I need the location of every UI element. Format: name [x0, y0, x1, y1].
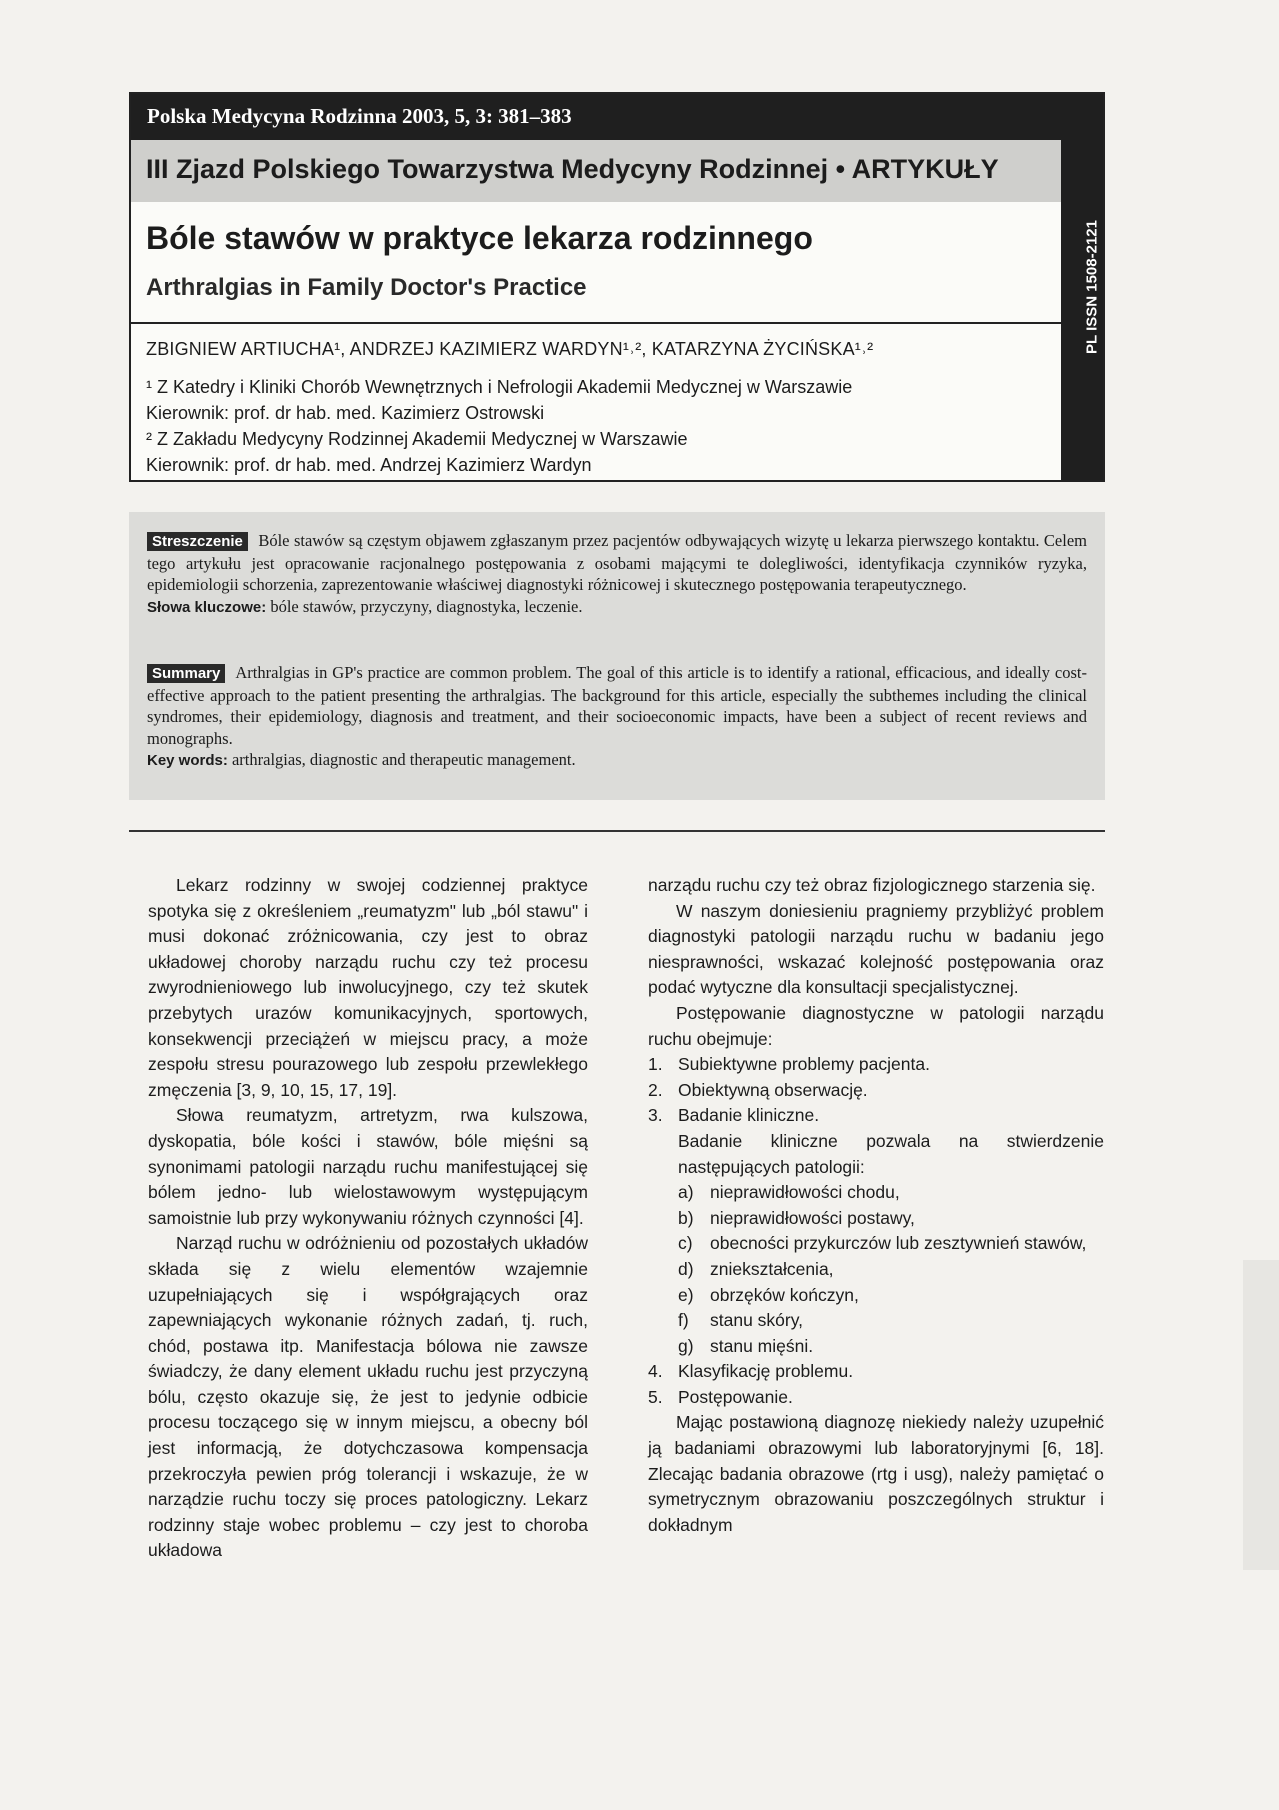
- issn-bar: [1061, 94, 1103, 480]
- numbered-list: [648, 1052, 1104, 1129]
- sub-list-item: [648, 1257, 1104, 1283]
- section-divider: [129, 830, 1105, 832]
- sub-list-text: stanu skóry,: [710, 1310, 804, 1331]
- list-text: Postępowanie.: [678, 1386, 793, 1407]
- sub-list-item: [648, 1283, 1104, 1309]
- list-item: [648, 1078, 1104, 1104]
- sub-list-letter: c): [678, 1233, 693, 1254]
- body-paragraph: Postępowanie diagnostyczne w patologii narządu ruchu obejmuje:: [648, 1002, 1104, 1049]
- keywords-pl-label: Słowa kluczowe:: [147, 598, 267, 616]
- keywords-en: arthralgias, diagnostic and therapeutic management.: [231, 750, 576, 769]
- body-column-left: [148, 873, 588, 1564]
- sub-list-text: nieprawidłowości postawy,: [710, 1207, 915, 1228]
- sub-list-letter: g): [678, 1335, 694, 1356]
- sub-list-letter: e): [678, 1284, 694, 1305]
- author-list: ZBIGNIEW ARTIUCHA¹, ANDRZEJ KAZIMIERZ WARDYN¹˒², KATARZYNA ŻYCIŃSKA¹˒²: [146, 339, 874, 359]
- article-header: [129, 92, 1105, 482]
- list-number: 1.: [648, 1054, 663, 1075]
- sub-list-text: obecności przykurczów lub zesztywnień stawów,: [710, 1233, 1087, 1254]
- sub-list-letter: f): [678, 1310, 689, 1331]
- sub-list-item: [648, 1180, 1104, 1206]
- numbered-list-continued: [648, 1359, 1104, 1410]
- abstract-english-text: Arthralgias in GP's practice are common problem. The goal of this article is to identify a rational, efficacious, and ideally cost-effective approach to the patient presenting the arthralgias. The background for this article, especially the subthemes including the clinical syndromes, their epidemiology, diagnosis and treatment, and their socioeconomic impacts, have been a subject of recent reviews and monographs.: [147, 663, 1088, 748]
- affiliation-1: ¹ Z Katedry i Kliniki Chorób Wewnętrznych i Nefrologii Akademii Medycznej w Warszawie: [146, 377, 853, 397]
- sub-list: [648, 1180, 1104, 1359]
- body-paragraph: Mając postawioną diagnozę niekiedy należy uzupełnić ją badaniami obrazowymi lub laboratoryjnymi [6, 18]. Zlecając badania obrazowe (rtg i usg), należy pamiętać o symetrycznym obrazowaniu poszczególnych struktur i dokładnym: [648, 1412, 1104, 1535]
- abstract-english: [147, 662, 1087, 772]
- streszczenie-label: Streszczenie: [147, 532, 248, 551]
- body-paragraph: Narząd ruchu w odróżnieniu od pozostałych układów składa się z wielu elementów wzajemnie uzupełniających się i współgrających oraz zapewniających wykonanie różnych zadań, tj. ruch, chód, postawa itp. Manifestacja bólowa nie zawsze świadczy, że dany element układu ruchu jest przyczyną bólu, często okazuje się, że jest to jedynie odbicie procesu toczącego się w innym miejscu, a obecny ból jest informacją, że dotychczasowa kompensacja przekroczyła pewien próg tolerancji i wskazuje, że w narządzie ruchu toczy się proces patologiczny. Lekarz rodzinny staje wobec problemu – czy jest to choroba układowa: [148, 1233, 588, 1561]
- body-column-right: [648, 873, 1104, 1538]
- list-item: [648, 1385, 1104, 1411]
- title-block: [131, 202, 1061, 324]
- list-item: [648, 1103, 1104, 1129]
- sub-list-text: zniekształcenia,: [710, 1258, 834, 1279]
- section-banner: [131, 140, 1061, 202]
- keywords-pl: bóle stawów, przyczyny, diagnostyka, leczenie.: [270, 596, 583, 616]
- list-number: 3.: [648, 1105, 663, 1126]
- sub-list-text: nieprawidłowości chodu,: [710, 1182, 900, 1203]
- affiliation-2-head: Kierownik: prof. dr hab. med. Andrzej Kazimierz Wardyn: [146, 455, 592, 475]
- sub-list-text: obrzęków kończyn,: [710, 1284, 859, 1305]
- list-number: 4.: [648, 1361, 663, 1382]
- list-number: 5.: [648, 1386, 663, 1407]
- list-text: Obiektywną obserwację.: [678, 1079, 868, 1100]
- abstract-box: [129, 512, 1105, 800]
- affiliation-2: ² Z Zakładu Medycyny Rodzinnej Akademii Medycznej w Warszawie: [146, 429, 688, 449]
- keywords-en-label: Key words:: [147, 752, 228, 769]
- list-item: [648, 1052, 1104, 1078]
- list-text: Klasyfikację problemu.: [678, 1361, 854, 1382]
- sub-list-text: stanu mięśni.: [710, 1335, 814, 1356]
- banner-text: III Zjazd Polskiego Towarzystwa Medycyny Rodzinnej • ARTYKUŁY: [146, 154, 999, 184]
- list-number: 2.: [648, 1079, 663, 1100]
- body-paragraph: W naszym doniesieniu pragniemy przybliżyć problem diagnostyki patologii narządu ruchu w badaniu jego niesprawności, wskazać kolejność postępowania oraz podać wytyczne dla konsultacji specjalistycznej.: [648, 900, 1104, 998]
- sub-list-item: [648, 1231, 1104, 1257]
- body-paragraph: Słowa reumatyzm, artretyzm, rwa kulszowa, dyskopatia, bóle kości i stawów, bóle mięśni są synonimami patologii narządu ruchu manifestującej się bólem jedno- lub wielostawowym występującym samoistnie lub przy wykonywaniu różnych czynności [4].: [148, 1105, 588, 1228]
- summary-label: Summary: [147, 664, 225, 683]
- journal-bar: [131, 94, 1103, 140]
- abstract-polish-text: Bóle stawów są częstym objawem zgłaszanym przez pacjentów odbywających wizytę u lekarza pierwszego kontaktu. Celem tego artykułu jest opracowanie racjonalnego postępowania z osobami mającymi te dolegliwości, identyfikacja czynników ryzyka, epidemiologii schorzenia, zaprezentowanie właściwej diagnostyki różnicowej i skutecznego postępowania terapeutycznego.: [147, 531, 1087, 594]
- journal-citation: Polska Medycyna Rodzinna 2003, 5, 3: 381–383: [147, 104, 572, 128]
- article-title-english: Arthralgias in Family Doctor's Practice: [146, 274, 587, 301]
- article-title: Bóle stawów w praktyce lekarza rodzinnego: [146, 220, 813, 256]
- clinical-exam-intro: Badanie kliniczne pozwala na stwierdzenie następujących patologii:: [678, 1130, 1104, 1177]
- issn-label: PL ISSN 1508-2121: [1083, 220, 1101, 354]
- sub-list-letter: a): [678, 1182, 694, 1203]
- list-item: [648, 1359, 1104, 1385]
- body-paragraph: Lekarz rodzinny w swojej codziennej praktyce spotyka się z określeniem „reumatyzm" lub „ból stawu" i musi dokonać zróżnicowania, czy jest to obraz układowej choroby narządu ruchu czy też procesu zwyrodnieniowego lub inwolucyjnego, czy też skutek przebytych urazów komunikacyjnych, sportowych, konsekwencji przeciążeń w miejscu pracy, a może zespołu stresu pourazowego lub zespołu przewlekłego zmęczenia [3, 9, 10, 15, 17, 19].: [148, 875, 588, 1100]
- sub-list-letter: d): [678, 1258, 694, 1279]
- sub-list-item: [648, 1206, 1104, 1232]
- abstract-polish: [147, 530, 1087, 618]
- list-text: Subiektywne problemy pacjenta.: [678, 1054, 930, 1075]
- body-paragraph-continued: narządu ruchu czy też obraz fizjologicznego starzenia się.: [648, 875, 1096, 895]
- affiliation-1-head: Kierownik: prof. dr hab. med. Kazimierz Ostrowski: [146, 403, 545, 423]
- sub-list-item: [648, 1308, 1104, 1334]
- sub-list-letter: b): [678, 1207, 694, 1228]
- scan-edge-shadow: [1243, 1260, 1279, 1570]
- sub-list-item: [648, 1334, 1104, 1360]
- list-text: Badanie kliniczne.: [678, 1105, 820, 1126]
